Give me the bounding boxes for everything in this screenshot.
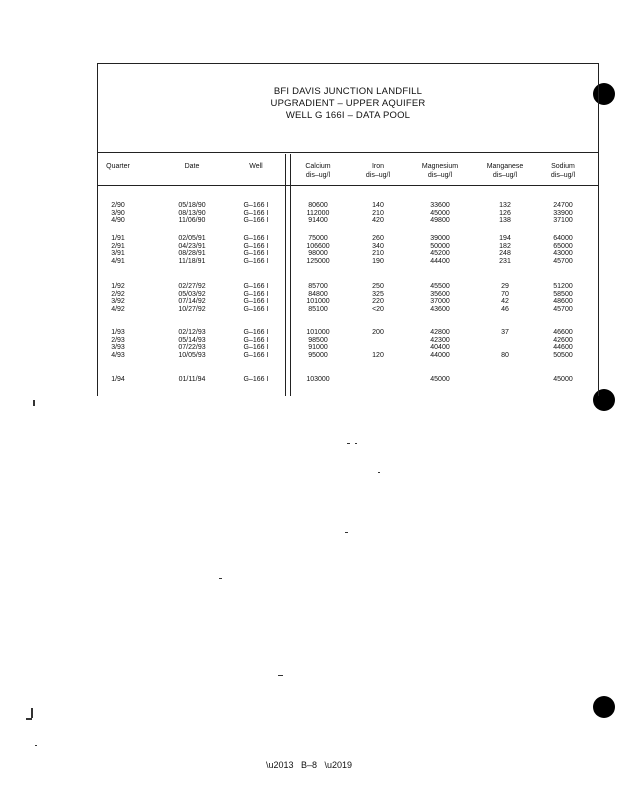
table-cell: 02/27/92 (178, 283, 206, 290)
table-cell: 98500 (308, 336, 328, 344)
table-cell: 46 (501, 305, 509, 313)
table-cell: 44400 (430, 257, 450, 265)
table-cell: 1/93 (111, 329, 125, 336)
table-cell: 2/92 (111, 290, 125, 298)
scan-speck (355, 443, 357, 444)
table-cell: 84800 (308, 290, 328, 298)
table-cell: 325 (372, 290, 384, 298)
column-header (226, 162, 286, 171)
scan-speck (31, 708, 33, 718)
header-bottom-rule (98, 185, 598, 186)
table-cell: 45700 (553, 305, 573, 313)
table-cell: G–166 I (243, 217, 269, 225)
table-cell: 04/23/91 (178, 242, 206, 250)
table-cell: 248 (499, 250, 511, 258)
table-cell: 45000 (430, 209, 450, 217)
column-header-unit: dis–ug/l (492, 172, 518, 179)
column-header-name: Quarter (106, 163, 130, 170)
table-cell: 91400 (308, 217, 328, 225)
table-cell: 08/13/90 (178, 209, 206, 217)
table-cell: 11/06/90 (178, 217, 206, 225)
table-cell: G–166 I (243, 202, 269, 209)
table-cell: 126 (499, 209, 511, 217)
column-header-name: Iron (371, 163, 385, 170)
table-cell: G–166 I (243, 242, 269, 250)
table-cell: 40400 (430, 344, 450, 352)
table-cell: 112000 (306, 209, 330, 217)
table-cell: 43000 (553, 250, 573, 258)
table-cell: 05/03/92 (178, 290, 206, 298)
page-number (0, 760, 618, 770)
table-cell: G–166 I (243, 344, 269, 352)
data-table-frame (97, 63, 599, 396)
table-cell: 05/14/93 (178, 336, 206, 344)
column-header-unit: dis–ug/l (550, 172, 576, 179)
table-cell: 194 (499, 235, 511, 242)
table-cell: 2/90 (111, 202, 125, 209)
table-cell: <20 (372, 305, 384, 313)
punch-hole-bottom (593, 696, 615, 718)
table-cell: 58500 (553, 290, 573, 298)
table-cell: 3/93 (111, 344, 125, 352)
table-cell: 35600 (430, 290, 450, 298)
table-cell: 3/90 (111, 209, 125, 217)
table-cell: 42600 (553, 336, 573, 344)
column-header (410, 162, 470, 180)
scan-speck (347, 443, 350, 444)
table-cell: 231 (499, 257, 511, 265)
table-cell: 85100 (308, 305, 328, 313)
table-cell: 50000 (430, 242, 450, 250)
table-cell: G–166 I (243, 290, 269, 298)
table-cell: 200 (372, 329, 384, 336)
table-cell: 4/90 (111, 217, 125, 225)
table-cell: 125000 (306, 257, 330, 265)
scan-speck (26, 718, 32, 720)
column-header (348, 162, 408, 180)
table-cell: 10/27/92 (178, 305, 206, 313)
table-cell: 420 (372, 217, 384, 225)
table-title (98, 86, 598, 122)
table-cell: 260 (372, 235, 384, 242)
column-header-unit: dis–ug/l (427, 172, 453, 179)
footer-dash: \u2013 (265, 760, 294, 770)
scan-speck (378, 472, 380, 473)
table-cell: 43600 (430, 305, 450, 313)
table-cell: 37 (501, 329, 509, 336)
table-cell: 24700 (553, 202, 573, 209)
table-cell: 45000 (430, 376, 450, 383)
scan-speck (219, 578, 222, 579)
table-cell: 80 (501, 351, 509, 359)
table-cell: 42300 (430, 336, 450, 344)
table-cell: 05/18/90 (178, 202, 206, 209)
table-cell: 39000 (430, 235, 450, 242)
table-cell: 45000 (553, 376, 573, 383)
table-cell: 1/92 (111, 283, 125, 290)
table-cell: 140 (372, 202, 384, 209)
table-cell: G–166 I (243, 283, 269, 290)
table-cell: 02/12/93 (178, 329, 206, 336)
column-header (533, 162, 593, 180)
table-cell: 340 (372, 242, 384, 250)
table-cell: 95000 (308, 351, 328, 359)
table-cell: 01/11/94 (178, 376, 206, 383)
table-cell: 42800 (430, 329, 450, 336)
column-header (88, 162, 148, 171)
table-cell: 190 (372, 257, 384, 265)
table-cell: G–166 I (243, 351, 269, 359)
table-cell: 182 (499, 242, 511, 250)
table-cell: 07/14/92 (178, 298, 206, 306)
table-cell: 250 (372, 283, 384, 290)
table-cell: G–166 I (243, 209, 269, 217)
table-cell: 07/22/93 (178, 344, 206, 352)
table-cell: 4/92 (111, 305, 125, 313)
scan-speck (345, 532, 348, 533)
table-cell: 3/91 (111, 250, 125, 258)
table-cell: 45500 (430, 283, 450, 290)
table-cell: G–166 I (243, 376, 269, 383)
table-cell: 51200 (553, 283, 573, 290)
table-cell: 132 (499, 202, 511, 209)
table-cell: 220 (372, 298, 384, 306)
table-cell: 45700 (553, 257, 573, 265)
table-cell: 210 (372, 209, 384, 217)
table-cell: 42 (501, 298, 509, 306)
column-header (475, 162, 535, 180)
column-header-name: Sodium (551, 163, 575, 170)
table-cell: 02/05/91 (178, 235, 206, 242)
table-cell: 50500 (553, 351, 573, 359)
table-cell: 1/91 (111, 235, 125, 242)
table-cell: 91000 (308, 344, 328, 352)
title-line-facility: BFI DAVIS JUNCTION LANDFILL (273, 86, 423, 97)
table-cell: 37100 (553, 217, 573, 225)
title-line-well: WELL G 166I – DATA POOL (285, 110, 411, 121)
table-cell: 44000 (430, 351, 450, 359)
table-cell: 46600 (553, 329, 573, 336)
table-cell: 3/92 (111, 298, 125, 306)
table-cell: 70 (501, 290, 509, 298)
table-cell: 33900 (553, 209, 573, 217)
table-cell: 29 (501, 283, 509, 290)
column-header (288, 162, 348, 180)
title-line-aquifer: UPGRADIENT – UPPER AQUIFER (270, 98, 426, 109)
table-cell: 120 (372, 351, 384, 359)
table-cell: 49800 (430, 217, 450, 225)
table-cell: 4/93 (111, 351, 125, 359)
table-cell: 210 (372, 250, 384, 258)
table-cell: G–166 I (243, 329, 269, 336)
table-cell: 44600 (553, 344, 573, 352)
table-cell: 33600 (430, 202, 450, 209)
table-cell: 85700 (308, 283, 328, 290)
column-header-name: Magnesium (421, 163, 459, 170)
column-header-unit: dis–ug/l (365, 172, 391, 179)
footer-mark: \u2019 (324, 760, 353, 770)
scan-speck (35, 745, 37, 746)
table-cell: 106600 (306, 242, 330, 250)
column-header-name: Calcium (305, 163, 331, 170)
scan-speck (278, 675, 283, 676)
table-cell: 1/94 (111, 376, 125, 383)
table-cell: 08/28/91 (178, 250, 206, 258)
table-cell: 11/18/91 (178, 257, 206, 265)
table-cell: G–166 I (243, 257, 269, 265)
table-cell: 10/05/93 (178, 351, 206, 359)
table-cell: 2/91 (111, 242, 125, 250)
table-cell: G–166 I (243, 298, 269, 306)
table-cell: 138 (499, 217, 511, 225)
column-header-name: Date (184, 163, 200, 170)
table-cell: 65000 (553, 242, 573, 250)
table-cell: 103000 (306, 376, 330, 383)
table-cell: 80600 (308, 202, 328, 209)
header-top-rule (98, 152, 598, 153)
table-cell: G–166 I (243, 250, 269, 258)
table-cell: 75000 (308, 235, 328, 242)
column-header-name: Well (249, 163, 263, 170)
table-cell: 48600 (553, 298, 573, 306)
table-cell: 2/93 (111, 336, 125, 344)
table-cell: G–166 I (243, 235, 269, 242)
column-header (162, 162, 222, 171)
table-cell: 98000 (308, 250, 328, 258)
scan-speck (33, 400, 35, 406)
table-cell: 101000 (306, 298, 330, 306)
table-cell: 4/91 (111, 257, 125, 265)
table-cell: 101000 (306, 329, 330, 336)
table-cell: G–166 I (243, 336, 269, 344)
table-cell: G–166 I (243, 305, 269, 313)
table-cell: 45200 (430, 250, 450, 258)
page-label: B–8 (300, 760, 317, 770)
column-header-unit: dis–ug/l (305, 172, 331, 179)
table-cell: 37000 (430, 298, 450, 306)
table-cell: 64000 (553, 235, 573, 242)
column-header-name: Manganese (486, 163, 524, 170)
